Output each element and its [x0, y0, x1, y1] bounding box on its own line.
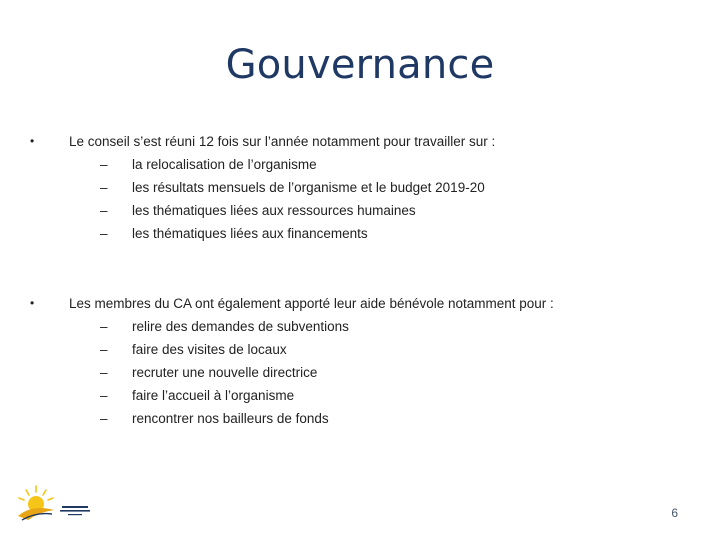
list-item-text: les résultats mensuels de l’organisme et le budget 2019-20 — [132, 180, 485, 195]
dash-icon: – — [100, 226, 108, 241]
section-1-text: Le conseil s’est réuni 12 fois sur l’année notamment pour travailler sur : — [69, 134, 496, 149]
section-2-text: Les membres du CA ont également apporté leur aide bénévole notamment pour : — [69, 296, 554, 311]
list-item — [30, 199, 690, 222]
list-item — [30, 384, 690, 407]
dash-icon: – — [100, 411, 108, 426]
list-item-text: relire des demandes de subventions — [132, 319, 349, 334]
list-item — [30, 338, 690, 361]
dash-icon: – — [100, 203, 108, 218]
list-item — [30, 222, 690, 245]
list-item-text: les thématiques liées aux ressources humaines — [132, 203, 416, 218]
list-item — [30, 407, 690, 430]
section-2 — [30, 292, 690, 430]
list-item-text: recruter une nouvelle directrice — [132, 365, 318, 380]
dash-icon: – — [100, 388, 108, 403]
sun-icon — [18, 486, 54, 520]
list-item-text: rencontrer nos bailleurs de fonds — [132, 411, 329, 426]
section-2-main-line — [30, 292, 690, 315]
list-item-text: faire des visites de locaux — [132, 342, 287, 357]
list-item — [30, 361, 690, 384]
page-number: 6 — [671, 506, 678, 520]
slide-title: Gouvernance — [225, 42, 495, 88]
section-1-main-line — [30, 130, 690, 153]
dash-icon: – — [100, 365, 108, 380]
section-1 — [30, 130, 690, 245]
list-item — [30, 153, 690, 176]
bullet-icon: • — [30, 134, 35, 148]
list-item-text: les thématiques liées aux financements — [132, 226, 368, 241]
logo-wordmark — [60, 506, 90, 515]
list-item-text: la relocalisation de l’organisme — [132, 157, 317, 172]
list-item-text: faire l’accueil à l’organisme — [132, 388, 295, 403]
dash-icon: – — [100, 319, 108, 334]
dash-icon: – — [100, 180, 108, 195]
list-item — [30, 315, 690, 338]
organization-logo — [14, 482, 92, 526]
dash-icon: – — [100, 342, 108, 357]
bullet-icon: • — [30, 296, 35, 310]
dash-icon: – — [100, 157, 108, 172]
list-item — [30, 176, 690, 199]
